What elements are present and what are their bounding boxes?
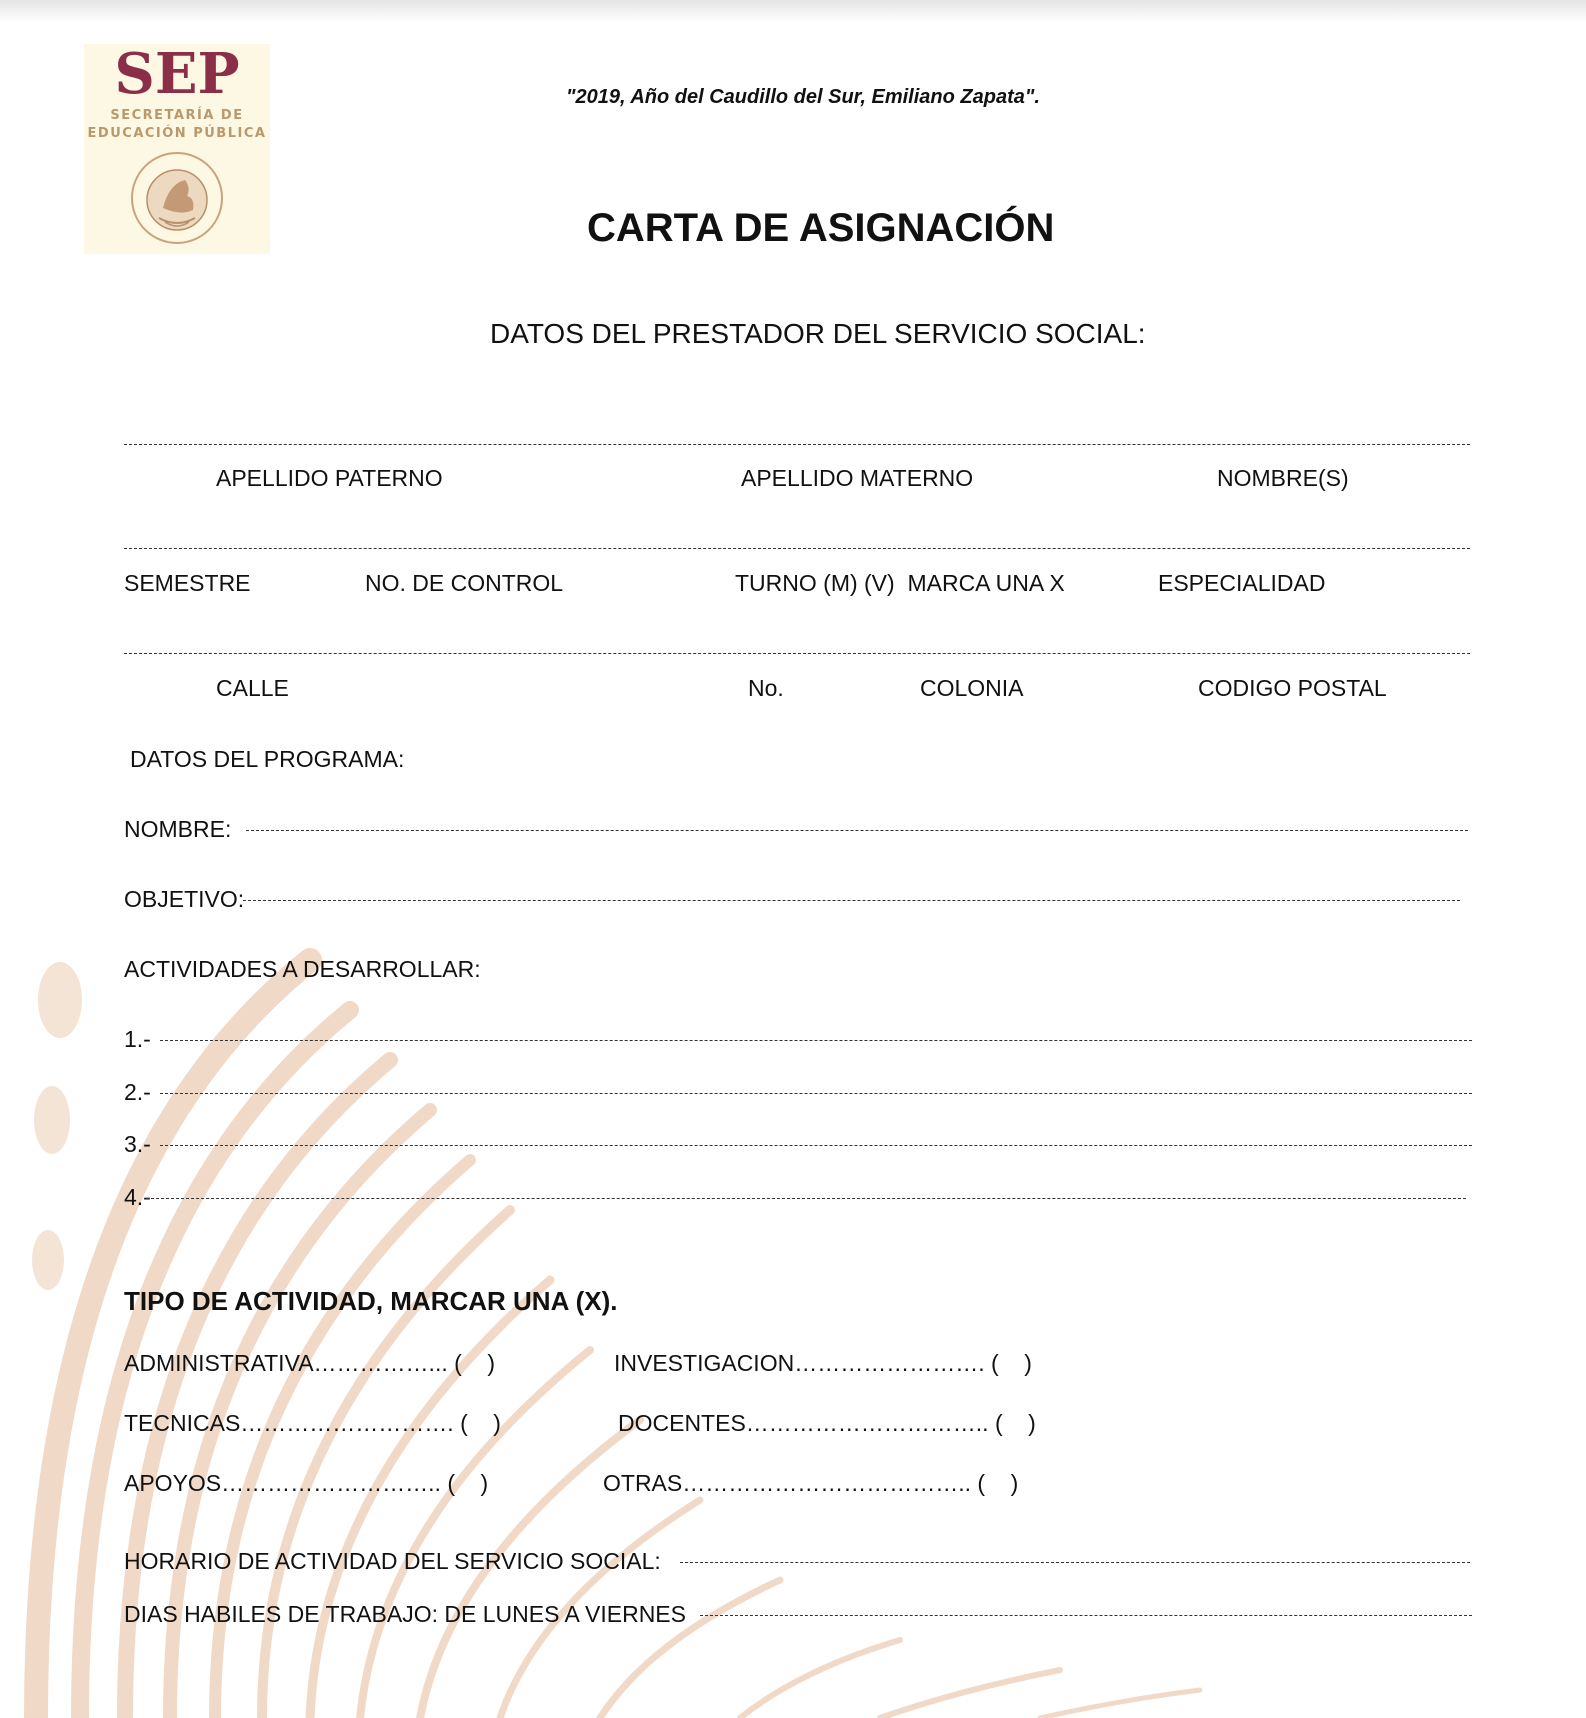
nombre-programa-line[interactable] — [246, 830, 1468, 831]
objetivo-line[interactable] — [243, 900, 1460, 901]
actividad-3-line[interactable] — [160, 1145, 1472, 1146]
actividad-3-number: 3.- — [124, 1131, 151, 1157]
option-tecnicas[interactable]: TECNICAS………………………. ( ) — [124, 1410, 501, 1436]
calle-label: CALLE — [216, 675, 289, 701]
apellido-materno-label: APELLIDO MATERNO — [741, 465, 974, 491]
actividad-4-line[interactable] — [146, 1198, 1466, 1199]
semestre-label: SEMESTRE — [124, 570, 251, 596]
address-fill-line[interactable] — [124, 653, 1470, 654]
name-fill-line[interactable] — [124, 444, 1470, 445]
year-motto: "2019, Año del Caudillo del Sur, Emiliano Zapata". — [566, 86, 1040, 108]
nombre-programa-label: NOMBRE: — [124, 816, 232, 842]
nombres-label: NOMBRE(S) — [1217, 465, 1349, 491]
logo-acronym: SEP — [114, 41, 240, 107]
option-administrativa[interactable]: ADMINISTRATIVA……………... ( ) — [124, 1350, 495, 1376]
actividad-2-line[interactable] — [160, 1093, 1472, 1094]
actividad-2-number: 2.- — [124, 1079, 151, 1105]
page-title: CARTA DE ASIGNACIÓN — [587, 206, 1055, 250]
apellido-paterno-label: APELLIDO PATERNO — [216, 465, 443, 491]
horario-label: HORARIO DE ACTIVIDAD DEL SERVICIO SOCIAL: — [124, 1548, 661, 1574]
numero-label: No. — [748, 675, 784, 701]
prestador-heading: DATOS DEL PRESTADOR DEL SERVICIO SOCIAL: — [490, 318, 1146, 349]
logo-line-1: SECRETARÍA DE — [110, 108, 244, 123]
objetivo-label: OBJETIVO: — [124, 886, 245, 912]
option-otras[interactable]: OTRAS……………………………….. ( ) — [603, 1470, 1019, 1496]
no-control-label: NO. DE CONTROL — [365, 570, 564, 596]
national-seal-icon — [129, 150, 225, 246]
turno-label: TURNO (M) (V) MARCA UNA X — [735, 570, 1065, 596]
option-apoyos[interactable]: APOYOS……………………….. ( ) — [124, 1470, 489, 1496]
actividad-1-number: 1.- — [124, 1026, 151, 1052]
codigo-postal-label: CODIGO POSTAL — [1198, 675, 1387, 701]
tipo-actividad-heading: TIPO DE ACTIVIDAD, MARCAR UNA (X). — [124, 1286, 618, 1316]
option-docentes[interactable]: DOCENTES………………………….. ( ) — [618, 1410, 1036, 1436]
programa-heading: DATOS DEL PROGRAMA: — [130, 746, 405, 772]
logo-line-2: EDUCACIÓN PÚBLICA — [87, 126, 267, 141]
dias-habiles-line[interactable] — [700, 1615, 1472, 1616]
control-fill-line[interactable] — [124, 548, 1470, 549]
colonia-label: COLONIA — [920, 675, 1024, 701]
page-top-shadow — [0, 0, 1586, 22]
especialidad-label: ESPECIALIDAD — [1158, 570, 1326, 596]
actividades-label: ACTIVIDADES A DESARROLLAR: — [124, 956, 481, 982]
dias-habiles-label: DIAS HABILES DE TRABAJO: DE LUNES A VIERNES — [124, 1601, 686, 1627]
sep-logo — [84, 41, 270, 254]
actividad-1-line[interactable] — [160, 1040, 1472, 1041]
option-investigacion[interactable]: INVESTIGACION……………………. ( ) — [614, 1350, 1032, 1376]
horario-line[interactable] — [680, 1562, 1470, 1563]
actividad-4-number: 4.- — [124, 1184, 151, 1210]
